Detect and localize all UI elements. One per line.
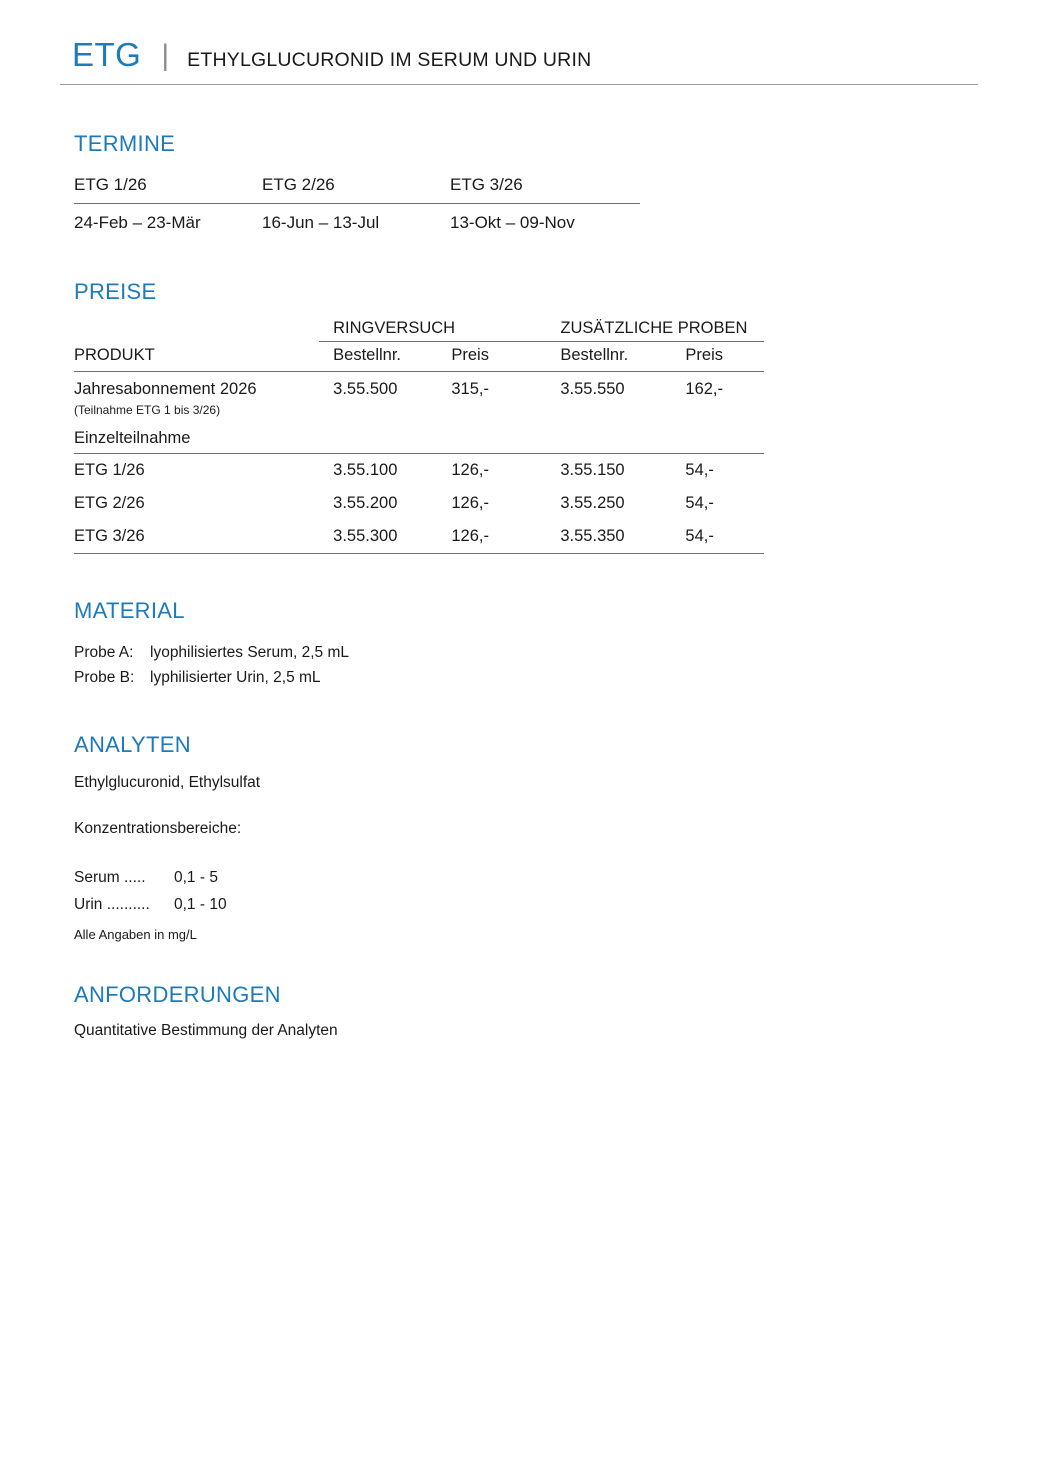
table-row [74,520,764,554]
row-preis-1: 126,- [451,461,489,479]
row-preis-2: 54,- [685,520,764,554]
group-header-ringversuch: RINGVERSUCH [319,315,546,342]
page-title: ETHYLGLUCURONID IM SERUM UND URIN [187,49,592,71]
termine-table [74,171,640,239]
abo-preis-2: 162,- [685,380,723,398]
termine-date-2: 16-Jun – 13-Jul [262,213,380,232]
table-row-abonnement-note [74,399,764,421]
material-value: lyophilisiertes Serum, 2,5 mL [150,644,349,661]
section-heading-analyten: ANALYTEN [74,732,191,757]
table-row-group-header [74,315,764,342]
termine-column-1: ETG 1/26 [74,171,262,204]
row-bestellnr-1: 3.55.300 [319,520,451,554]
table-row-termine-dates [74,204,640,240]
column-header-bestellnr-2: Bestellnr. [546,342,685,372]
abo-label: Jahresabonnement 2026 [74,380,257,398]
group-header-spacer [74,315,319,342]
abo-bestellnr-1: 3.55.500 [333,380,398,398]
document-header [60,36,978,85]
material-label: Probe A: [74,644,134,661]
section-heading-termine: TERMINE [74,131,176,156]
document-body [60,131,978,1040]
column-header-bestellnr-1: Bestellnr. [319,342,451,372]
anforderungen-text: Quantitative Bestimmung der Analyten [74,1022,338,1039]
termine-column-2: ETG 2/26 [262,171,450,204]
table-row-column-header [74,342,764,372]
row-bestellnr-2: 3.55.150 [560,461,625,479]
material-item [74,665,978,690]
range-name: Serum ..... [74,869,146,886]
analyten-list: Ethylglucuronid, Ethylsulfat [74,774,261,791]
header-separator: | [161,39,170,72]
table-row [74,487,764,520]
section-heading-material: MATERIAL [74,598,185,623]
row-preis-1: 126,- [451,494,489,512]
column-header-produkt: PRODUKT [74,342,319,372]
section-heading-anforderungen: ANFORDERUNGEN [74,982,281,1007]
termine-date-3: 13-Okt – 09-Nov [450,213,575,232]
row-bestellnr-1: 3.55.100 [333,461,398,479]
row-produkt: ETG 2/26 [74,494,145,512]
range-value: 0,1 - 10 [174,896,227,913]
units-note: Alle Angaben in mg/L [74,927,197,942]
material-label: Probe B: [74,669,135,686]
abo-preis-1: 315,- [451,380,489,398]
range-value: 0,1 - 5 [174,869,218,886]
range-item [74,864,978,891]
column-header-preis-1: Preis [451,342,546,372]
row-bestellnr-2: 3.55.250 [560,494,625,512]
table-row-termine-header [74,171,640,204]
header-code: ETG [72,36,142,73]
material-value: lyphilisierter Urin, 2,5 mL [150,669,321,686]
material-item [74,640,978,665]
column-header-preis-2: Preis [685,342,764,372]
group-header-zusaetzliche-proben: ZUSÄTZLICHE PROBEN [546,315,764,342]
row-preis-2: 54,- [685,494,714,512]
row-bestellnr-1: 3.55.200 [333,494,398,512]
table-row [74,454,764,488]
range-name: Urin .......... [74,896,150,913]
section-heading-preise: PREISE [74,279,157,304]
termine-date-1: 24-Feb – 23-Mär [74,213,201,232]
abo-note: (Teilnahme ETG 1 bis 3/26) [74,403,221,417]
row-produkt: ETG 1/26 [74,461,145,479]
row-produkt: ETG 3/26 [74,520,319,554]
abo-bestellnr-2: 3.55.550 [560,380,625,398]
range-item [74,891,978,918]
table-row-abonnement [74,372,764,400]
table-row-einzelteilnahme [74,421,764,454]
termine-column-3: ETG 3/26 [450,171,640,204]
row-preis-1: 126,- [451,520,546,554]
konzentrationsbereiche-label: Konzentrationsbereiche: [74,820,242,837]
row-preis-2: 54,- [685,461,714,479]
einzelteilnahme-label: Einzelteilnahme [74,421,319,454]
preise-table [74,315,764,554]
row-bestellnr-2: 3.55.350 [546,520,685,554]
